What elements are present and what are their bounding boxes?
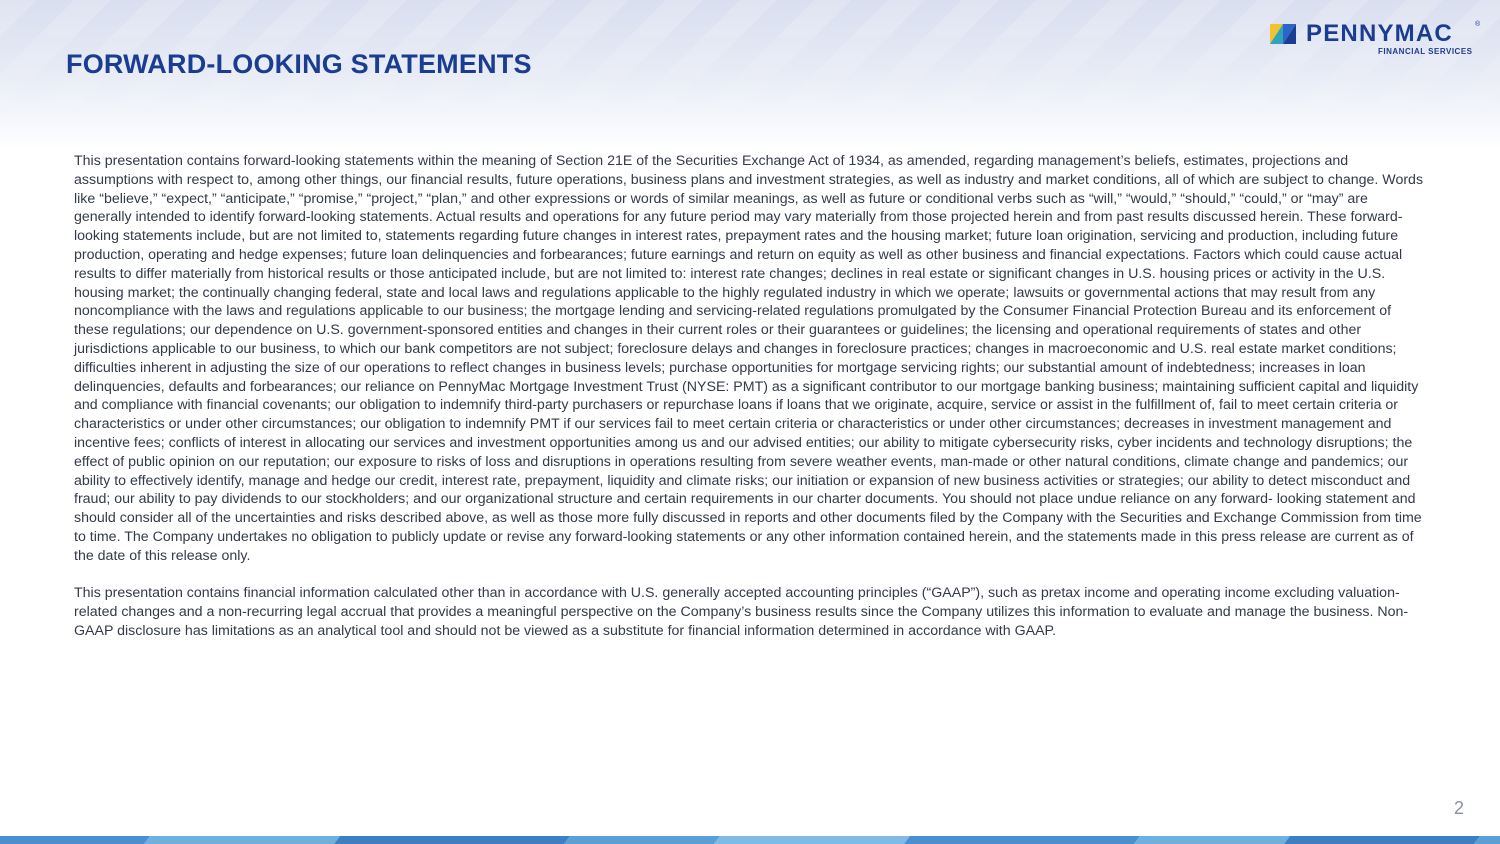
footer-bar [0, 836, 1500, 844]
disclaimer-paragraph: This presentation contains forward-looking statements within the meaning of Section 21E of the Securities Exchange Act of 1934, as amended, regarding management’s beliefs, estimates, projections and assumptions with respect to, among other things, our financial results, future operations, business plans and investment strategies, as well as industry and market conditions, all of which are subject to change. Words like “believe,” “expect,” “anticipate,” “promise,” “project,” “plan,” and other expressions or words of similar meanings, as well as future or conditional verbs such as “will,” “would,” “should,” “could,” or “may” are generally intended to identify forward-looking statements. Actual results and operations for any future period may vary materially from those projected herein and from past results discussed herein. These forward-looking statements include, but are not limited to, statements regarding future changes in interest rates, prepayment rates and the housing market; future loan origination, servicing and production, including future production, operating and hedge expenses; future loan delinquencies and forbearances; future earnings and return on equity as well as other business and financial expectations. Factors which could cause actual results to differ materially from historical results or those anticipated include, but are not limited to: interest rate changes; declines in real estate or significant changes in U.S. housing prices or activity in the U.S. housing market; the continually changing federal, state and local laws and regulations applicable to the highly regulated industry in which we operate; lawsuits or governmental actions that may result from any noncompliance with the laws and regulations applicable to our business; the mortgage lending and servicing-related regulations promulgated by the Consumer Financial Protection Bureau and its enforcement of these regulations; our dependence on U.S. government-sponsored entities and changes in their current roles or their guarantees or guidelines; the licensing and operational requirements of states and other jurisdictions applicable to our business, to which our bank competitors are not subject; foreclosure delays and changes in foreclosure practices; changes in macroeconomic and U.S. real estate market conditions; difficulties inherent in adjusting the size of our operations to reflect changes in business levels; purchase opportunities for mortgage servicing rights; our substantial amount of indebtedness; increases in loan delinquencies, defaults and forbearances; our reliance on PennyMac Mortgage Investment Trust (NYSE: PMT) as a significant contributor to our mortgage banking business; maintaining sufficient capital and liquidity and compliance with financial covenants; our obligation to indemnify third-party purchasers or repurchase loans if loans that we originate, acquire, service or assist in the fulfillment of, fail to meet certain criteria or characteristics or under other circumstances; our obligation to indemnify PMT if our services fail to meet certain criteria or characteristics or under other circumstances; decreases in investment management and incentive fees; conflicts of interest in allocating our services and investment opportunities among us and our advised entities; our ability to mitigate cybersecurity risks, cyber incidents and technology disruptions; the effect of public opinion on our reputation; our exposure to risks of loss and disruptions in operations resulting from severe weather events, man-made or other natural conditions, climate change and pandemics; our ability to effectively identify, manage and hedge our credit, interest rate, prepayment, liquidity and climate risks; our initiation or expansion of new business activities or strategies; our ability to detect misconduct and fraud; our ability to pay dividends to our stockholders; and our organizational structure and certain requirements in our charter documents. You should not place undue reliance on any forward- looking statement and should consider all of the uncertainties and risks described above, as well as those more fully discussed in reports and other documents filed by the Company with the Securities and Exchange Commission from time to time. The Company undertakes no obligation to publicly update or revise any forward-looking statements or any other information contained herein, and the statements made in this press release are current as of the date of this release only. [74, 153, 1424, 564]
logo-subtitle: FINANCIAL SERVICES [1378, 47, 1473, 56]
company-logo [1268, 20, 1483, 60]
pennymac-flag-icon [1270, 24, 1296, 44]
non-gaap-paragraph: This presentation contains financial information calculated other than in accordance with U.S. generally accepted accounting principles (“GAAP”), such as pretax income and operating income excluding valuation-related changes and a non-recurring legal accrual that provides a meaningful perspective on the Company’s business results since the Company utilizes this information to evaluate and manage the business. Non-GAAP disclosure has limitations as an analytical tool and should not be viewed as a substitute for financial information determined in accordance with GAAP. [74, 585, 1409, 639]
logo-wordmark: PENNYMAC [1306, 20, 1453, 47]
footer-stripe [0, 836, 1500, 844]
logo-registered-mark: ® [1475, 21, 1481, 28]
page-number: 2 [1453, 798, 1464, 818]
page-title: FORWARD-LOOKING STATEMENTS [66, 49, 532, 79]
disclaimer-body [74, 152, 1426, 659]
